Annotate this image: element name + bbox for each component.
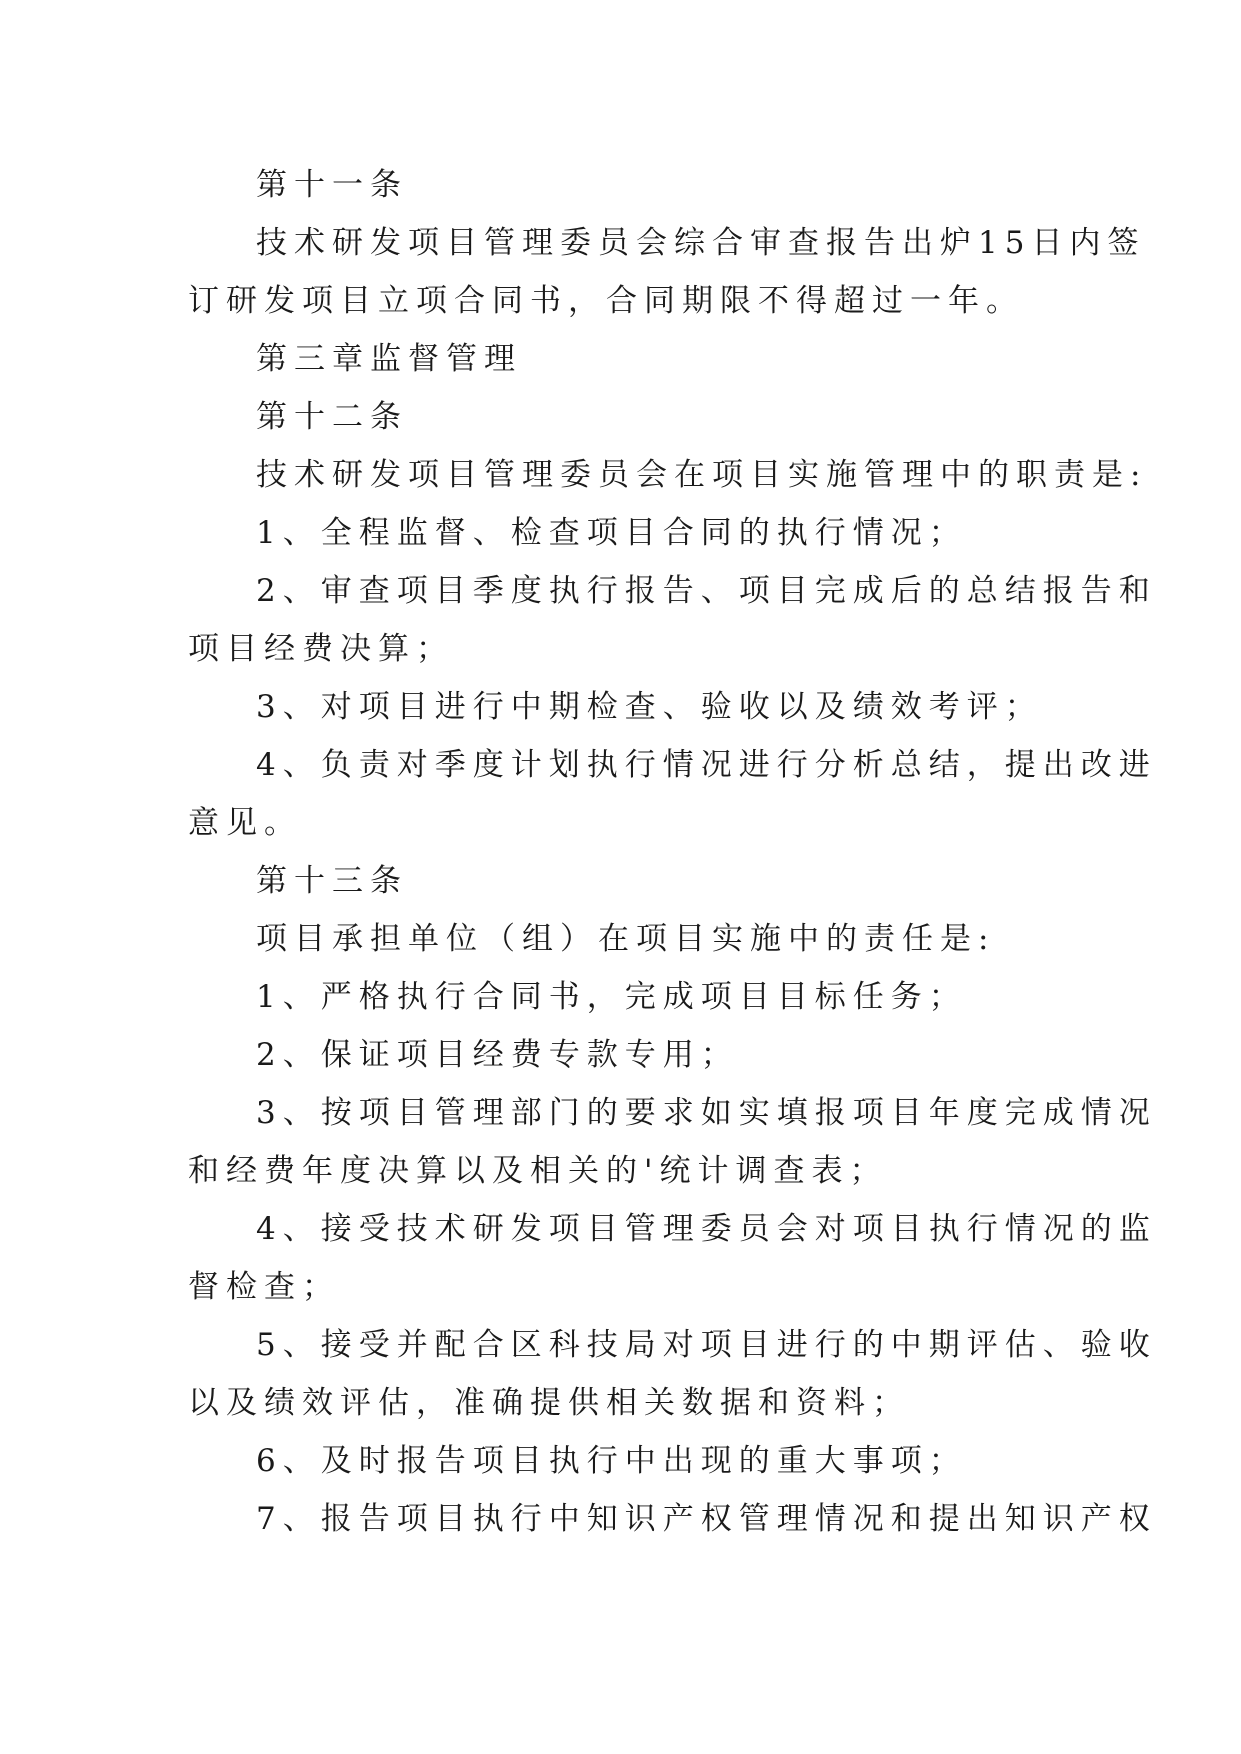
- list-item: 4、接受技术研发项目管理委员会对项目执行情况的监: [256, 1211, 1157, 1247]
- article-heading-13: 第十三条: [256, 863, 408, 899]
- list-item-continuation: 项目经费决算；: [188, 631, 454, 667]
- list-item: 3、对项目进行中期检查、验收以及绩效考评；: [256, 689, 1043, 725]
- list-item: 1、全程监督、检查项目合同的执行情况；: [256, 515, 967, 551]
- list-item: 2、审查项目季度执行报告、项目完成后的总结报告和: [256, 573, 1157, 609]
- paragraph-line: 项目承担单位（组）在项目实施中的责任是:: [256, 921, 996, 957]
- list-item: 6、及时报告项目执行中出现的重大事项；: [256, 1443, 967, 1479]
- article-heading-11: 第十一条: [256, 167, 408, 203]
- list-item: 3、按项目管理部门的要求如实填报项目年度完成情况: [256, 1095, 1157, 1131]
- list-item: 5、接受并配合区科技局对项目进行的中期评估、验收: [256, 1327, 1157, 1363]
- paragraph-line: 技术研发项目管理委员会综合审查报告出炉15日内签: [256, 225, 1146, 261]
- list-item-continuation: 和经费年度决算以及相关的'统计调查表；: [188, 1153, 888, 1189]
- chapter-heading-3: 第三章监督管理: [256, 341, 522, 377]
- paragraph-line: 技术研发项目管理委员会在项目实施管理中的职责是:: [256, 457, 1148, 493]
- paragraph-line: 订研发项目立项合同书，合同期限不得超过一年。: [188, 283, 1024, 319]
- article-heading-12: 第十二条: [256, 399, 408, 435]
- list-item: 4、负责对季度计划执行情况进行分析总结，提出改进: [256, 747, 1157, 783]
- list-item: 1、严格执行合同书，完成项目目标任务；: [256, 979, 967, 1015]
- list-item: 7、报告项目执行中知识产权管理情况和提出知识产权: [256, 1501, 1157, 1537]
- list-item-continuation: 督检查；: [188, 1269, 340, 1305]
- list-item: 2、保证项目经费专款专用；: [256, 1037, 739, 1073]
- list-item-continuation: 以及绩效评估，准确提供相关数据和资料；: [188, 1385, 910, 1421]
- list-item-continuation: 意见。: [188, 805, 302, 841]
